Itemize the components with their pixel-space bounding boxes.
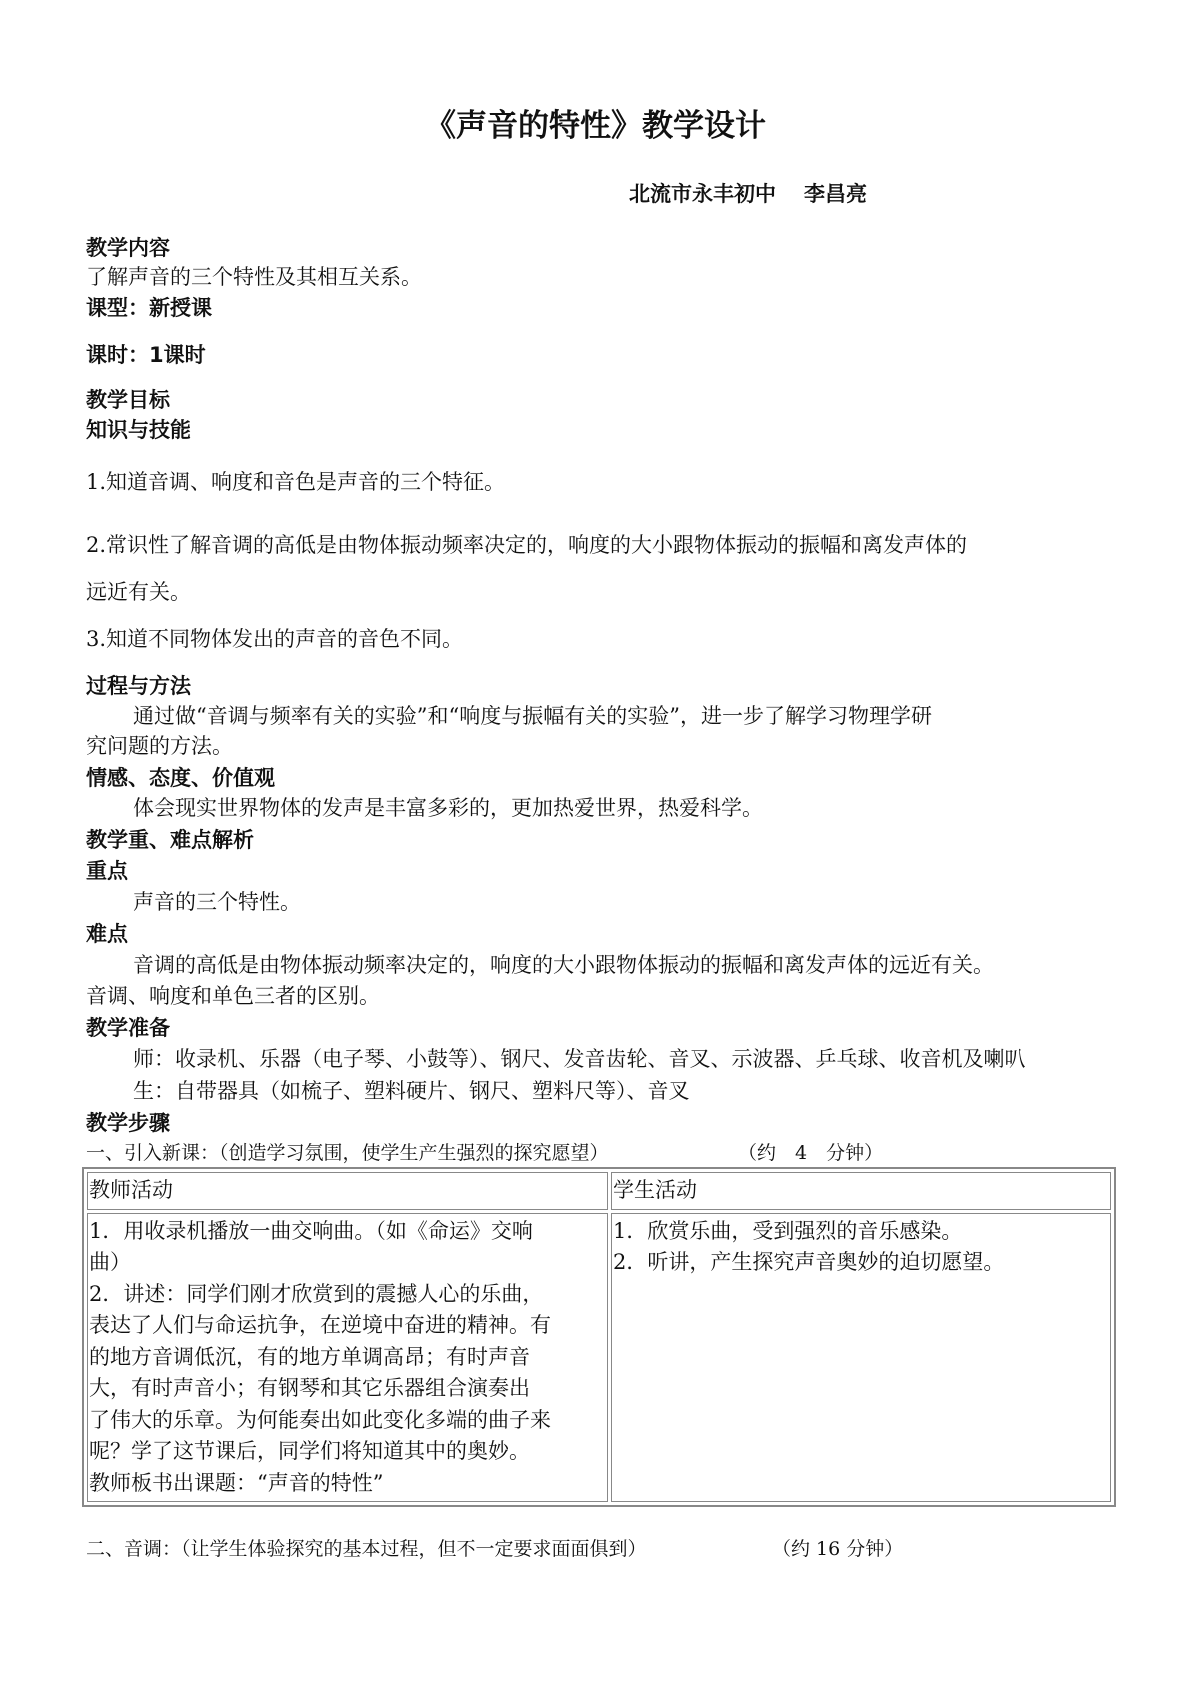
teacher-line: 2．讲述：同学们刚才欣赏到的震撼人心的乐曲，: [89, 1281, 544, 1306]
teacher-line: 表达了人们与命运抗争，在逆境中奋进的精神。有: [89, 1313, 551, 1337]
teacher-activity-header: 教师活动: [87, 1172, 608, 1210]
process-text-b: 究问题的方法。: [86, 734, 233, 758]
key-text: 声音的三个特性。: [133, 890, 301, 914]
difficulty-heading: 难点: [86, 922, 128, 946]
step2-time: （约 16 分钟）: [772, 1538, 904, 1560]
keypoints-heading: 教学重、难点解析: [86, 828, 254, 852]
student-line: 2．听讲，产生探究声音奥妙的迫切愿望。: [613, 1250, 1005, 1274]
teacher-line: 教师板书出课题：“声音的特性”: [89, 1470, 384, 1495]
teacher-activity-cell: [87, 1213, 608, 1503]
content-text: 了解声音的三个特性及其相互关系。: [86, 265, 422, 289]
student-activity-cell: [611, 1213, 1111, 1503]
lesson-type: 课型：新授课: [86, 296, 212, 320]
process-heading: 过程与方法: [86, 674, 191, 698]
lesson-hours: 课时：1课时: [86, 343, 206, 367]
teacher-line: 曲）: [89, 1250, 131, 1274]
emotion-text: 体会现实世界物体的发声是丰富多彩的，更加热爱世界，热爱科学。: [133, 796, 763, 820]
author-line: [629, 178, 867, 208]
emotion-heading: 情感、态度、价值观: [86, 766, 275, 790]
teacher-line: 呢？学了这节课后，同学们将知道其中的奥妙。: [89, 1439, 530, 1463]
table-header-row: [87, 1172, 1111, 1210]
step2-heading: 二、音调：（让学生体验探究的基本过程，但不一定要求面面俱到）: [86, 1538, 647, 1560]
goals-heading: 教学目标: [86, 388, 170, 412]
prep-teacher: 师：收录机、乐器（电子琴、小鼓等）、钢尺、发音齿轮、音叉、示波器、乒乓球、收音机及喇叭: [133, 1047, 1026, 1071]
author-school: 北流市永丰初中: [629, 182, 776, 206]
step1-time: （约 4 分钟）: [738, 1142, 884, 1164]
page-title: 《声音的特性》教学设计: [425, 108, 766, 144]
prep-heading: 教学准备: [86, 1016, 170, 1040]
step1-heading: 一、引入新课：（创造学习氛围，使学生产生强烈的探究愿望）: [86, 1142, 609, 1164]
knowledge-item-1: 1.知道音调、响度和音色是声音的三个特征。: [86, 470, 506, 494]
table-row: [87, 1213, 1111, 1503]
teacher-line: 1．用收录机播放一曲交响曲。（如《命运》交响: [89, 1218, 533, 1243]
difficulty-text-a: 音调的高低是由物体振动频率决定的，响度的大小跟物体振动的振幅和离发声体的远近有关。: [133, 953, 994, 977]
author-name: 李昌亮: [804, 182, 867, 206]
teacher-line: 大，有时声音小；有钢琴和其它乐器组合演奏出: [89, 1376, 530, 1400]
content-heading: 教学内容: [86, 236, 170, 260]
difficulty-text-b: 音调、响度和单色三者的区别。: [86, 984, 380, 1008]
knowledge-item-2b: 远近有关。: [86, 580, 191, 604]
knowledge-item-3: 3.知道不同物体发出的声音的音色不同。: [86, 627, 464, 651]
knowledge-heading: 知识与技能: [86, 418, 191, 442]
process-text-a: 通过做“音调与频率有关的实验”和“响度与振幅有关的实验”，进一步了解学习物理学研: [133, 704, 932, 728]
teacher-line: 了伟大的乐章。为何能奏出如此变化多端的曲子来: [89, 1407, 551, 1432]
knowledge-item-2a: 2.常识性了解音调的高低是由物体振动频率决定的，响度的大小跟物体振动的振幅和离发声体的: [86, 533, 968, 557]
activity-table: [82, 1167, 1116, 1507]
prep-student: 生：自带器具（如梳子、塑料硬片、钢尺、塑料尺等）、音叉: [133, 1079, 690, 1103]
teacher-line: 的地方音调低沉，有的地方单调高昂；有时声音: [89, 1344, 530, 1369]
student-line: 1．欣赏乐曲，受到强烈的音乐感染。: [613, 1218, 963, 1243]
steps-heading: 教学步骤: [86, 1111, 170, 1135]
student-activity-header: 学生活动: [611, 1172, 1111, 1210]
key-heading: 重点: [86, 859, 128, 883]
